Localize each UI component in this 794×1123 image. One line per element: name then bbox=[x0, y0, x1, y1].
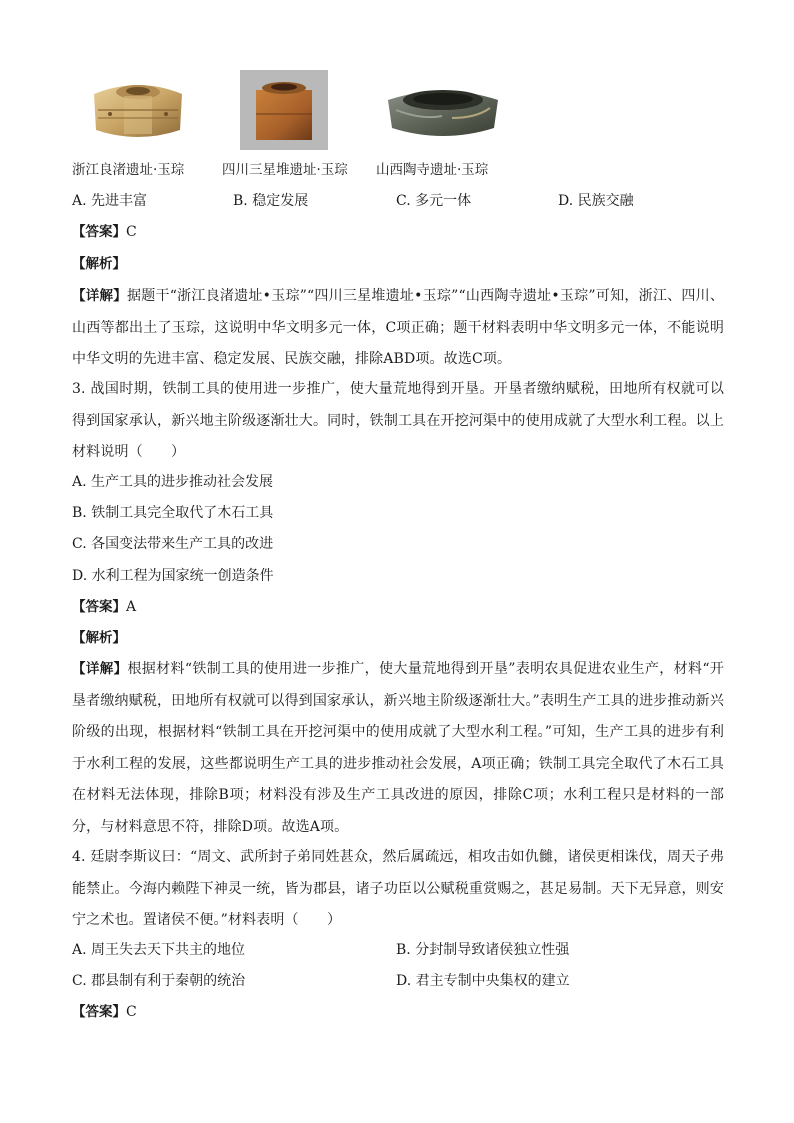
q4-stem: 4. 廷尉李斯议曰：“周文、武所封子弟同姓甚众，然后属疏远，相攻击如仇雠，诸侯更相诛伐，周天子弗能禁止。今海内赖陛下神灵一统，皆为郡县，诸子功臣以公赋税重赏赐之，甚足易制。天下无异意，则安宁之术也。置诸侯不便。”材料表明（ ） bbox=[72, 849, 724, 928]
image-card-sanxingdui bbox=[222, 70, 348, 178]
answer-value: C bbox=[126, 224, 137, 240]
q4-option-c: C. 郡县制有利于秦朝的统治 bbox=[72, 973, 246, 989]
q2-analysis-line bbox=[72, 254, 126, 274]
q3-detail-paragraph bbox=[72, 654, 724, 843]
answer-value: C bbox=[126, 1004, 137, 1020]
image-caption: 山西陶寺遗址·玉琮 bbox=[376, 162, 489, 178]
q4-option-b: B. 分封制导致诸侯独立性强 bbox=[396, 942, 570, 958]
image-row bbox=[70, 70, 730, 180]
q3-option-a: A. 生产工具的进步推动社会发展 bbox=[72, 474, 274, 490]
q2-answer-line bbox=[72, 222, 137, 242]
image-card-taosi bbox=[376, 70, 504, 178]
q2-detail-paragraph bbox=[72, 281, 724, 376]
q2-option-a: A. 先进丰富 bbox=[72, 193, 148, 209]
jade-cong-sanxingdui-icon bbox=[240, 70, 328, 150]
q2-option-c: C. 多元一体 bbox=[396, 193, 472, 209]
detail-text: 据题干“浙江良渚遗址•玉琮”“四川三星堆遗址•玉琮”“山西陶寺遗址•玉琮”可知，浙江、四川、山西等都出土了玉琮，这说明中华文明多元一体，C项正确；题干材料表明中华文明多元一体，不能说明中华文明的先进丰富、稳定发展、民族交融，排除ABD项。故选C项。 bbox=[72, 288, 724, 367]
q2-option-b: B. 稳定发展 bbox=[233, 193, 309, 209]
analysis-tag: 【解析】 bbox=[72, 256, 126, 272]
answer-tag: 【答案】 bbox=[72, 1004, 126, 1020]
image-caption: 浙江良渚遗址·玉琮 bbox=[72, 162, 185, 178]
image-caption: 四川三星堆遗址·玉琮 bbox=[222, 162, 348, 178]
answer-value: A bbox=[126, 599, 137, 615]
q4-option-d: D. 君主专制中央集权的建立 bbox=[396, 973, 570, 989]
detail-tag: 【详解】 bbox=[72, 288, 128, 304]
q3-option-c: C. 各国变法带来生产工具的改进 bbox=[72, 536, 274, 552]
q3-option-d: D. 水利工程为国家统一创造条件 bbox=[72, 568, 274, 584]
detail-text: 根据材料“铁制工具的使用进一步推广，使大量荒地得到开垦”表明农具促进农业生产，材料“开垦者缴纳赋税，田地所有权就可以得到国家承认，新兴地主阶级逐渐壮大。”表明生产工具的进步推动新兴阶级的出现，根据材料“铁制工具在开挖河渠中的使用成就了大型水利工程。”可知，生产工具的进步有利于水利工程的发展，这些都说明生产工具的进步推动社会发展，A项正确；铁制工具完全取代了木石工具在材料无法体现，排除B项；材料没有涉及生产工具改进的原因，排除C项；水利工程只是材料的一部分，与材料意思不符，排除D项。故选A项。 bbox=[72, 661, 725, 835]
image-card-liangzhu bbox=[72, 70, 190, 178]
analysis-tag: 【解析】 bbox=[72, 630, 126, 646]
answer-tag: 【答案】 bbox=[72, 224, 126, 240]
jade-cong-taosi-icon bbox=[382, 70, 504, 150]
q3-analysis-line bbox=[72, 628, 126, 648]
q3-option-b: B. 铁制工具完全取代了木石工具 bbox=[72, 505, 274, 521]
jade-cong-liangzhu-icon bbox=[86, 70, 190, 146]
q2-option-d: D. 民族交融 bbox=[558, 193, 634, 209]
q4-option-a: A. 周王失去天下共主的地位 bbox=[72, 942, 246, 958]
q4-answer-line bbox=[72, 1002, 137, 1022]
detail-tag: 【详解】 bbox=[72, 661, 128, 677]
q3-stem: 3. 战国时期，铁制工具的使用进一步推广，使大量荒地得到开垦。开垦者缴纳赋税，田地所有权就可以得到国家承认，新兴地主阶级逐渐壮大。同时，铁制工具在开挖河渠中的使用成就了大型水利工程。以上材料说明（ ） bbox=[72, 381, 724, 460]
q3-answer-line bbox=[72, 597, 136, 617]
answer-tag: 【答案】 bbox=[72, 599, 126, 615]
